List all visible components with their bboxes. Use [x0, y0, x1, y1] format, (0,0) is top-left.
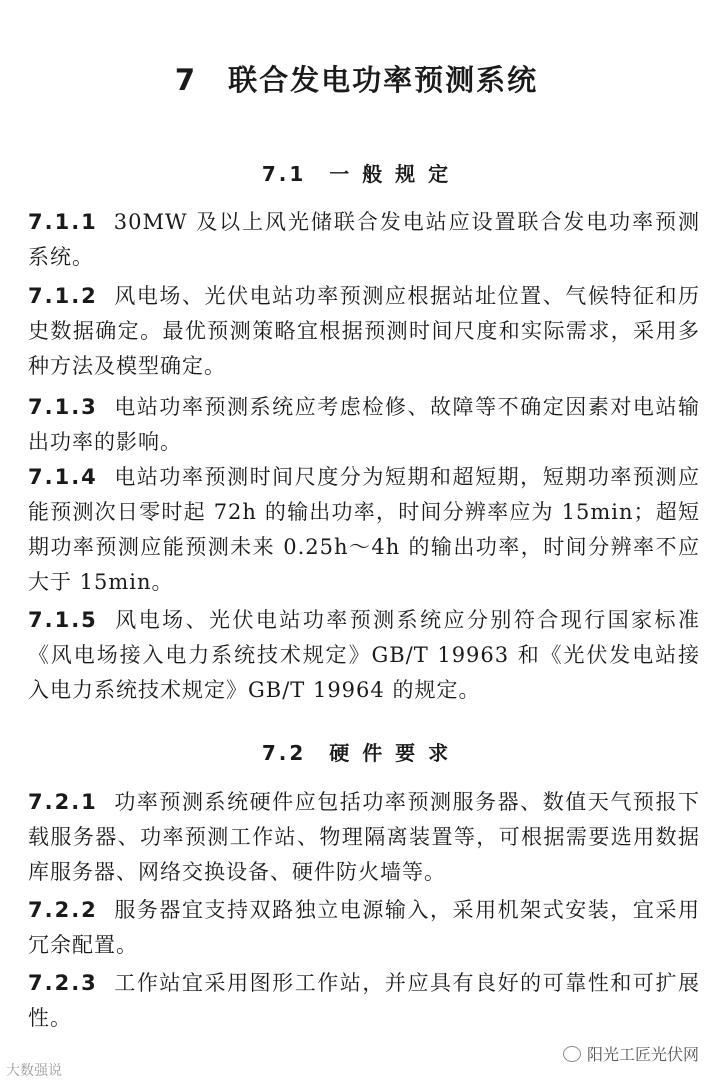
clause-7-1-5: [28, 603, 700, 708]
clause-text: 30MW 及以上风光储联合发电站应设置联合发电功率预测系统。: [28, 210, 700, 269]
section-heading-7-1: 7.1 一 般 规 定: [261, 162, 452, 186]
clause-number: 7.2.3: [28, 971, 98, 995]
clause-text: 电站功率预测系统应考虑检修、故障等不确定因素对电站输出功率的影响。: [28, 395, 700, 454]
clause-7-1-4: [28, 460, 700, 600]
clause-number: 7.2.2: [28, 898, 98, 922]
clause-text: 风电场、光伏电站功率预测系统应分别符合现行国家标准《风电场接入电力系统技术规定》GB/T 19963 和《光伏发电站接入电力系统技术规定》GB/T 19964 的规定。: [28, 608, 700, 702]
clause-7-2-1: [28, 785, 700, 890]
clause-number: 7.1.3: [28, 395, 98, 419]
clause-text: 工作站宜采用图形工作站，并应具有良好的可靠性和可扩展性。: [28, 971, 700, 1030]
clause-7-1-1: [28, 205, 700, 275]
clause-7-1-3: [28, 390, 700, 460]
clause-text: 功率预测系统硬件应包括功率预测服务器、数值天气预报下载服务器、功率预测工作站、物理隔离装置等，可根据需要选用数据库服务器、网络交换设备、硬件防火墙等。: [28, 790, 700, 884]
clause-number: 7.1.2: [28, 284, 98, 308]
clause-7-1-2: [28, 279, 700, 384]
clause-text: 风电场、光伏电站功率预测应根据站址位置、气候特征和历史数据确定。最优预测策略宜根据预测时间尺度和实际需求，采用多种方法及模型确定。: [28, 284, 700, 378]
chapter-title: 7 联合发电功率预测系统: [174, 63, 539, 97]
clause-text: 服务器宜支持双路独立电源输入，采用机架式安装，宜采用冗余配置。: [28, 898, 700, 957]
wechat-icon: [563, 1046, 581, 1062]
section-heading-7-2: 7.2 硬 件 要 求: [261, 741, 452, 765]
watermark-right-text: 阳光工匠光伏网: [586, 1045, 699, 1064]
clause-7-2-2: [28, 893, 700, 963]
clause-number: 7.1.4: [28, 465, 98, 489]
clause-number: 7.2.1: [28, 790, 98, 814]
clause-number: 7.1.1: [28, 210, 98, 234]
watermark-right: [563, 1042, 699, 1065]
clause-7-2-3: [28, 966, 700, 1036]
clause-number: 7.1.5: [28, 608, 98, 632]
clause-text: 电站功率预测时间尺度分为短期和超短期，短期功率预测应能预测次日零时起 72h 的输出功率，时间分辨率应为 15min；超短期功率预测应能预测未来 0.25h～4h 的输出功率，时间分辨率不应大于 15min。: [28, 465, 700, 594]
watermark-left: 大数强说: [6, 1063, 62, 1079]
